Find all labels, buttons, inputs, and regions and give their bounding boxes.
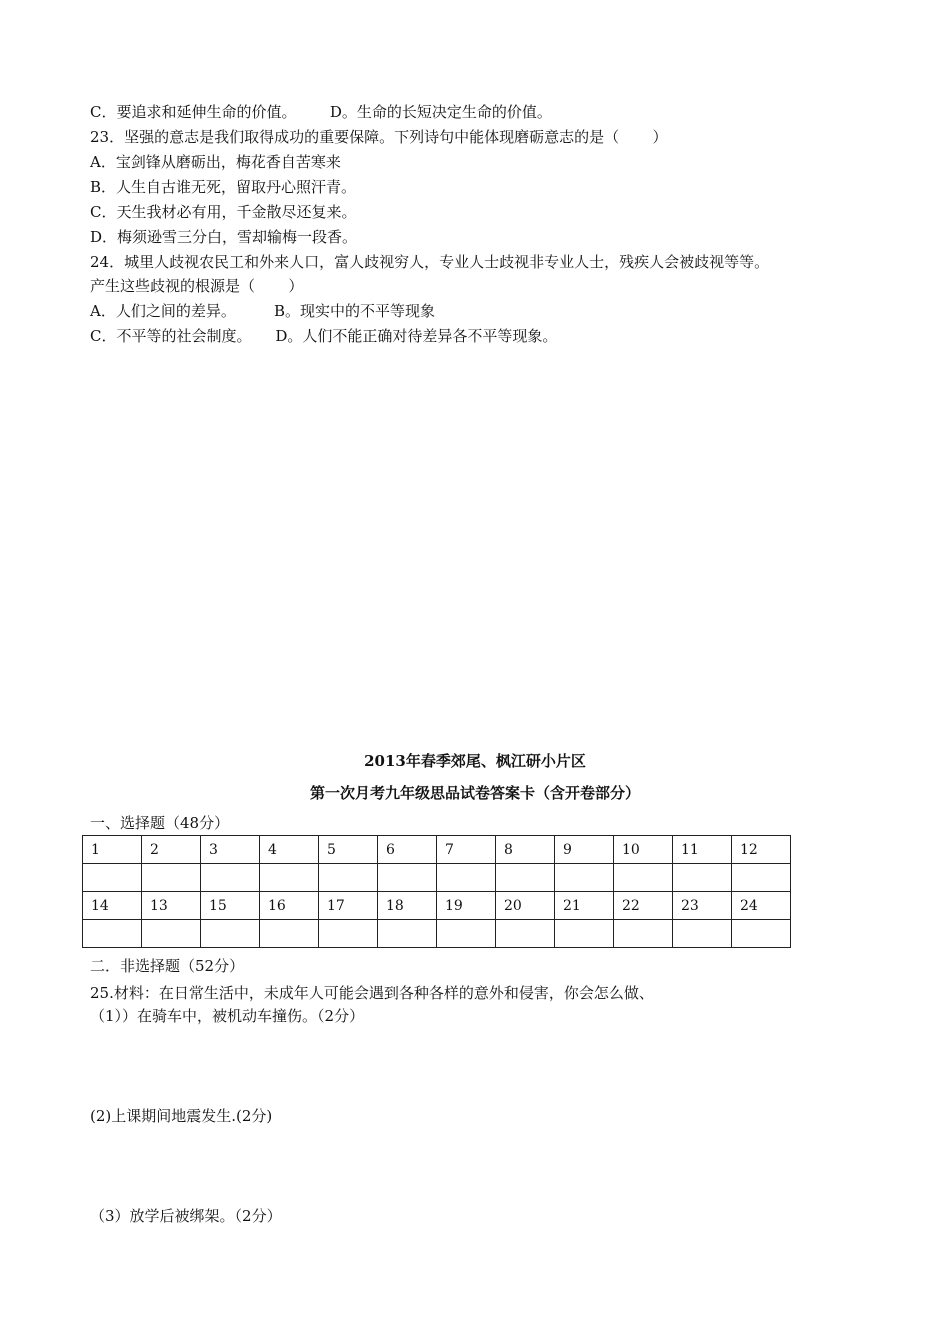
answer-cell[interactable]	[673, 920, 732, 948]
section-nonchoice-heading: 二．非选择题（52分）	[90, 957, 245, 975]
question-number-cell: 23	[673, 892, 732, 920]
question-25-intro: 25.材料：在日常生活中，未成年人可能会遇到各种各样的意外和侵害，你会怎么做、	[90, 984, 654, 1002]
answer-cell[interactable]	[142, 920, 201, 948]
question-number-cell: 13	[142, 892, 201, 920]
question-23-option-b: B．人生自古谁无死，留取丹心照汗青。	[90, 178, 357, 196]
question-number-cell: 10	[614, 836, 673, 864]
answer-cell[interactable]	[319, 920, 378, 948]
answer-cell[interactable]	[732, 920, 791, 948]
question-23-option-d: D．梅须逊雪三分白，雪却输梅一段香。	[90, 228, 358, 246]
answer-card-subtitle: 第一次月考九年级思品试卷答案卡（含开卷部分）	[309, 784, 640, 802]
question-number-cell: 3	[201, 836, 260, 864]
answer-cell[interactable]	[614, 920, 673, 948]
question-number-cell: 1	[83, 836, 142, 864]
answer-cell[interactable]	[83, 864, 142, 892]
question-number-cell: 22	[614, 892, 673, 920]
question-number-cell: 18	[378, 892, 437, 920]
question-24-stem-cont: 产生这些歧视的根源是（ ）	[90, 277, 304, 295]
question-number-cell: 2	[142, 836, 201, 864]
answer-grid-header-row-2	[83, 892, 791, 920]
question-number-cell: 20	[496, 892, 555, 920]
question-number-cell: 16	[260, 892, 319, 920]
question-23-option-a: A．宝剑锋从磨砺出，梅花香自苦寒来	[90, 153, 341, 171]
answer-grid-answer-row-2	[83, 920, 791, 948]
question-25-part-1: （1））在骑车中，被机动车撞伤。（2分）	[90, 1007, 365, 1025]
question-number-cell: 15	[201, 892, 260, 920]
question-24-options-cd: C．不平等的社会制度。 D。人们不能正确对待差异各不平等现象。	[90, 327, 558, 345]
question-c-22: C．要追求和延伸生命的价值。 D。生命的长短决定生命的价值。	[90, 103, 552, 121]
answer-cell[interactable]	[555, 864, 614, 892]
answer-cell[interactable]	[142, 864, 201, 892]
answer-cell[interactable]	[496, 864, 555, 892]
answer-cell[interactable]	[319, 864, 378, 892]
question-25-part-2: (2)上课期间地震发生.(2分)	[90, 1107, 273, 1125]
answer-cell[interactable]	[732, 864, 791, 892]
answer-cell[interactable]	[378, 864, 437, 892]
answer-cell[interactable]	[496, 920, 555, 948]
answer-cell[interactable]	[673, 864, 732, 892]
section-choice-heading: 一、选择题（48分）	[90, 814, 230, 832]
question-24-options-ab: A．人们之间的差异。 B。现实中的不平等现象	[90, 302, 436, 320]
question-number-cell: 14	[83, 892, 142, 920]
question-number-cell: 17	[319, 892, 378, 920]
question-number-cell: 11	[673, 836, 732, 864]
answer-grid-header-row-1	[83, 836, 791, 864]
answer-cell[interactable]	[260, 864, 319, 892]
answer-cell[interactable]	[201, 920, 260, 948]
answer-cell[interactable]	[201, 864, 260, 892]
answer-cell[interactable]	[555, 920, 614, 948]
question-23-stem: 23．坚强的意志是我们取得成功的重要保障。下列诗句中能体现磨砺意志的是（ ）	[90, 128, 668, 146]
question-number-cell: 19	[437, 892, 496, 920]
answer-cell[interactable]	[260, 920, 319, 948]
question-number-cell: 21	[555, 892, 614, 920]
question-number-cell: 6	[378, 836, 437, 864]
answer-cell[interactable]	[437, 920, 496, 948]
question-number-cell: 5	[319, 836, 378, 864]
question-number-cell: 24	[732, 892, 791, 920]
question-25-part-3: （3）放学后被绑架。（2分）	[90, 1207, 282, 1225]
question-number-cell: 12	[732, 836, 791, 864]
answer-grid-answer-row-1	[83, 864, 791, 892]
question-number-cell: 9	[555, 836, 614, 864]
answer-grid	[82, 835, 791, 948]
question-number-cell: 7	[437, 836, 496, 864]
question-23-option-c: C．天生我材必有用，千金散尽还复来。	[90, 203, 357, 221]
question-number-cell: 4	[260, 836, 319, 864]
answer-cell[interactable]	[83, 920, 142, 948]
answer-cell[interactable]	[378, 920, 437, 948]
question-24-stem: 24．城里人歧视农民工和外来人口，富人歧视穷人，专业人士歧视非专业人士，残疾人会被歧视等等。	[90, 253, 770, 271]
answer-card-title: 2013年春季郊尾、枫江研小片区	[364, 752, 586, 770]
question-number-cell: 8	[496, 836, 555, 864]
answer-cell[interactable]	[437, 864, 496, 892]
answer-cell[interactable]	[614, 864, 673, 892]
